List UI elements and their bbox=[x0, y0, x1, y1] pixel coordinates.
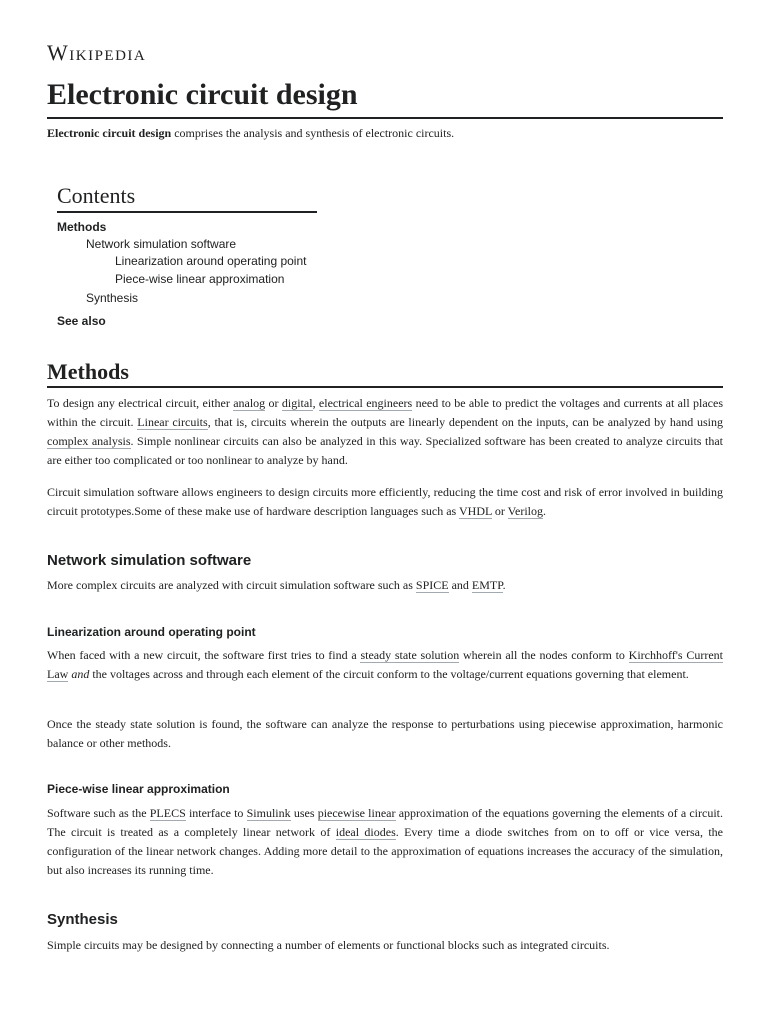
link-kirchhoffs-current-law[interactable]: Kirchhoff's Current Law bbox=[47, 648, 723, 681]
toc-item-synthesis[interactable]: Synthesis bbox=[86, 291, 139, 305]
link-linear-circuits[interactable]: Linear circuits bbox=[137, 415, 208, 429]
toc-item-piecewise[interactable]: Piece-wise linear approximation bbox=[115, 272, 285, 286]
link-vhdl[interactable]: VHDL bbox=[459, 504, 492, 518]
toc-item-see-also[interactable]: See also bbox=[57, 314, 106, 328]
link-verilog[interactable]: Verilog bbox=[507, 504, 543, 518]
link-simulink[interactable]: Simulink bbox=[246, 806, 291, 820]
section-heading-methods: Methods bbox=[47, 359, 723, 388]
section-heading-linearization: Linearization around operating point bbox=[47, 625, 256, 639]
link-piecewise-linear[interactable]: piecewise linear bbox=[317, 806, 396, 820]
network-paragraph-1: More complex circuits are analyzed with circuit simulation software such as SPICE and EMTP. bbox=[47, 578, 506, 592]
link-digital[interactable]: digital bbox=[281, 396, 313, 410]
wikipedia-wordmark[interactable]: Wikipedia bbox=[47, 40, 147, 65]
linearization-paragraph-2: Once the steady state solution is found, the software can analyze the response to perturbations using piecewise approximation, harmonic balance or other methods. bbox=[47, 717, 723, 750]
piecewise-paragraph-1: Software such as the PLECS interface to Simulink uses piecewise linear approximation of the equations governing the elements of a circuit. The circuit is treated as a completely linear network of ideal diodes. Every time a diode switches from on to off or vice versa, the configuration of the linear network changes. Adding more detail to the approximation of equations increases the accuracy of the simulation, but also increases its running time. bbox=[47, 806, 723, 877]
link-steady-state-solution[interactable]: steady state solution bbox=[360, 648, 460, 662]
link-ideal-diodes[interactable]: ideal diodes bbox=[335, 825, 396, 839]
lead-paragraph: Electronic circuit design comprises the analysis and synthesis of electronic circuits. bbox=[47, 126, 455, 140]
link-emtp[interactable]: EMTP bbox=[471, 578, 503, 592]
page-title: Electronic circuit design bbox=[47, 74, 723, 119]
table-of-contents bbox=[57, 183, 317, 330]
section-heading-synthesis: Synthesis bbox=[47, 911, 118, 928]
link-analog[interactable]: analog bbox=[233, 396, 266, 410]
toc-list bbox=[57, 219, 317, 330]
synthesis-paragraph-1: Simple circuits may be designed by connecting a number of elements or functional blocks such as integrated circuits. bbox=[47, 938, 610, 952]
lead-bold-term: Electronic circuit design bbox=[47, 126, 172, 140]
link-electrical-engineers[interactable]: electrical engineers bbox=[318, 396, 413, 410]
linearization-paragraph-1: When faced with a new circuit, the software first tries to find a steady state solution wherein all the nodes conform to Kirchhoff's Current Law and the voltages across and through each element of the circuit conform to the voltage/current equations governing that element. bbox=[47, 648, 723, 681]
toc-item-linearization[interactable]: Linearization around operating point bbox=[115, 254, 307, 268]
link-plecs[interactable]: PLECS bbox=[149, 806, 186, 820]
link-complex-analysis[interactable]: complex analysis bbox=[47, 434, 131, 448]
methods-paragraph-1: To design any electrical circuit, either analog or digital, electrical engineers need to be able to predict the voltages and currents at all places within the circuit. Linear circuits, that is, circuits wherein the outputs are linearly dependent on the inputs, can be analyzed by hand using complex analysis. Simple nonlinear circuits can also be analyzed in this way. Specialized software has been created to analyze circuits that are either too complicated or too nonlinear to analyze by hand. bbox=[47, 396, 723, 467]
toc-heading: Contents bbox=[57, 183, 317, 213]
link-spice[interactable]: SPICE bbox=[415, 578, 449, 592]
toc-item-methods[interactable]: Methods bbox=[57, 220, 107, 234]
toc-item-network-simulation[interactable]: Network simulation software bbox=[86, 237, 237, 251]
section-heading-piecewise: Piece-wise linear approximation bbox=[47, 782, 230, 796]
section-heading-network-simulation: Network simulation software bbox=[47, 552, 252, 569]
methods-paragraph-2: Circuit simulation software allows engineers to design circuits more efficiently, reducing the time cost and risk of error involved in building circuit prototypes.Some of these make use of hardware description languages such as VHDL or Verilog. bbox=[47, 485, 723, 518]
